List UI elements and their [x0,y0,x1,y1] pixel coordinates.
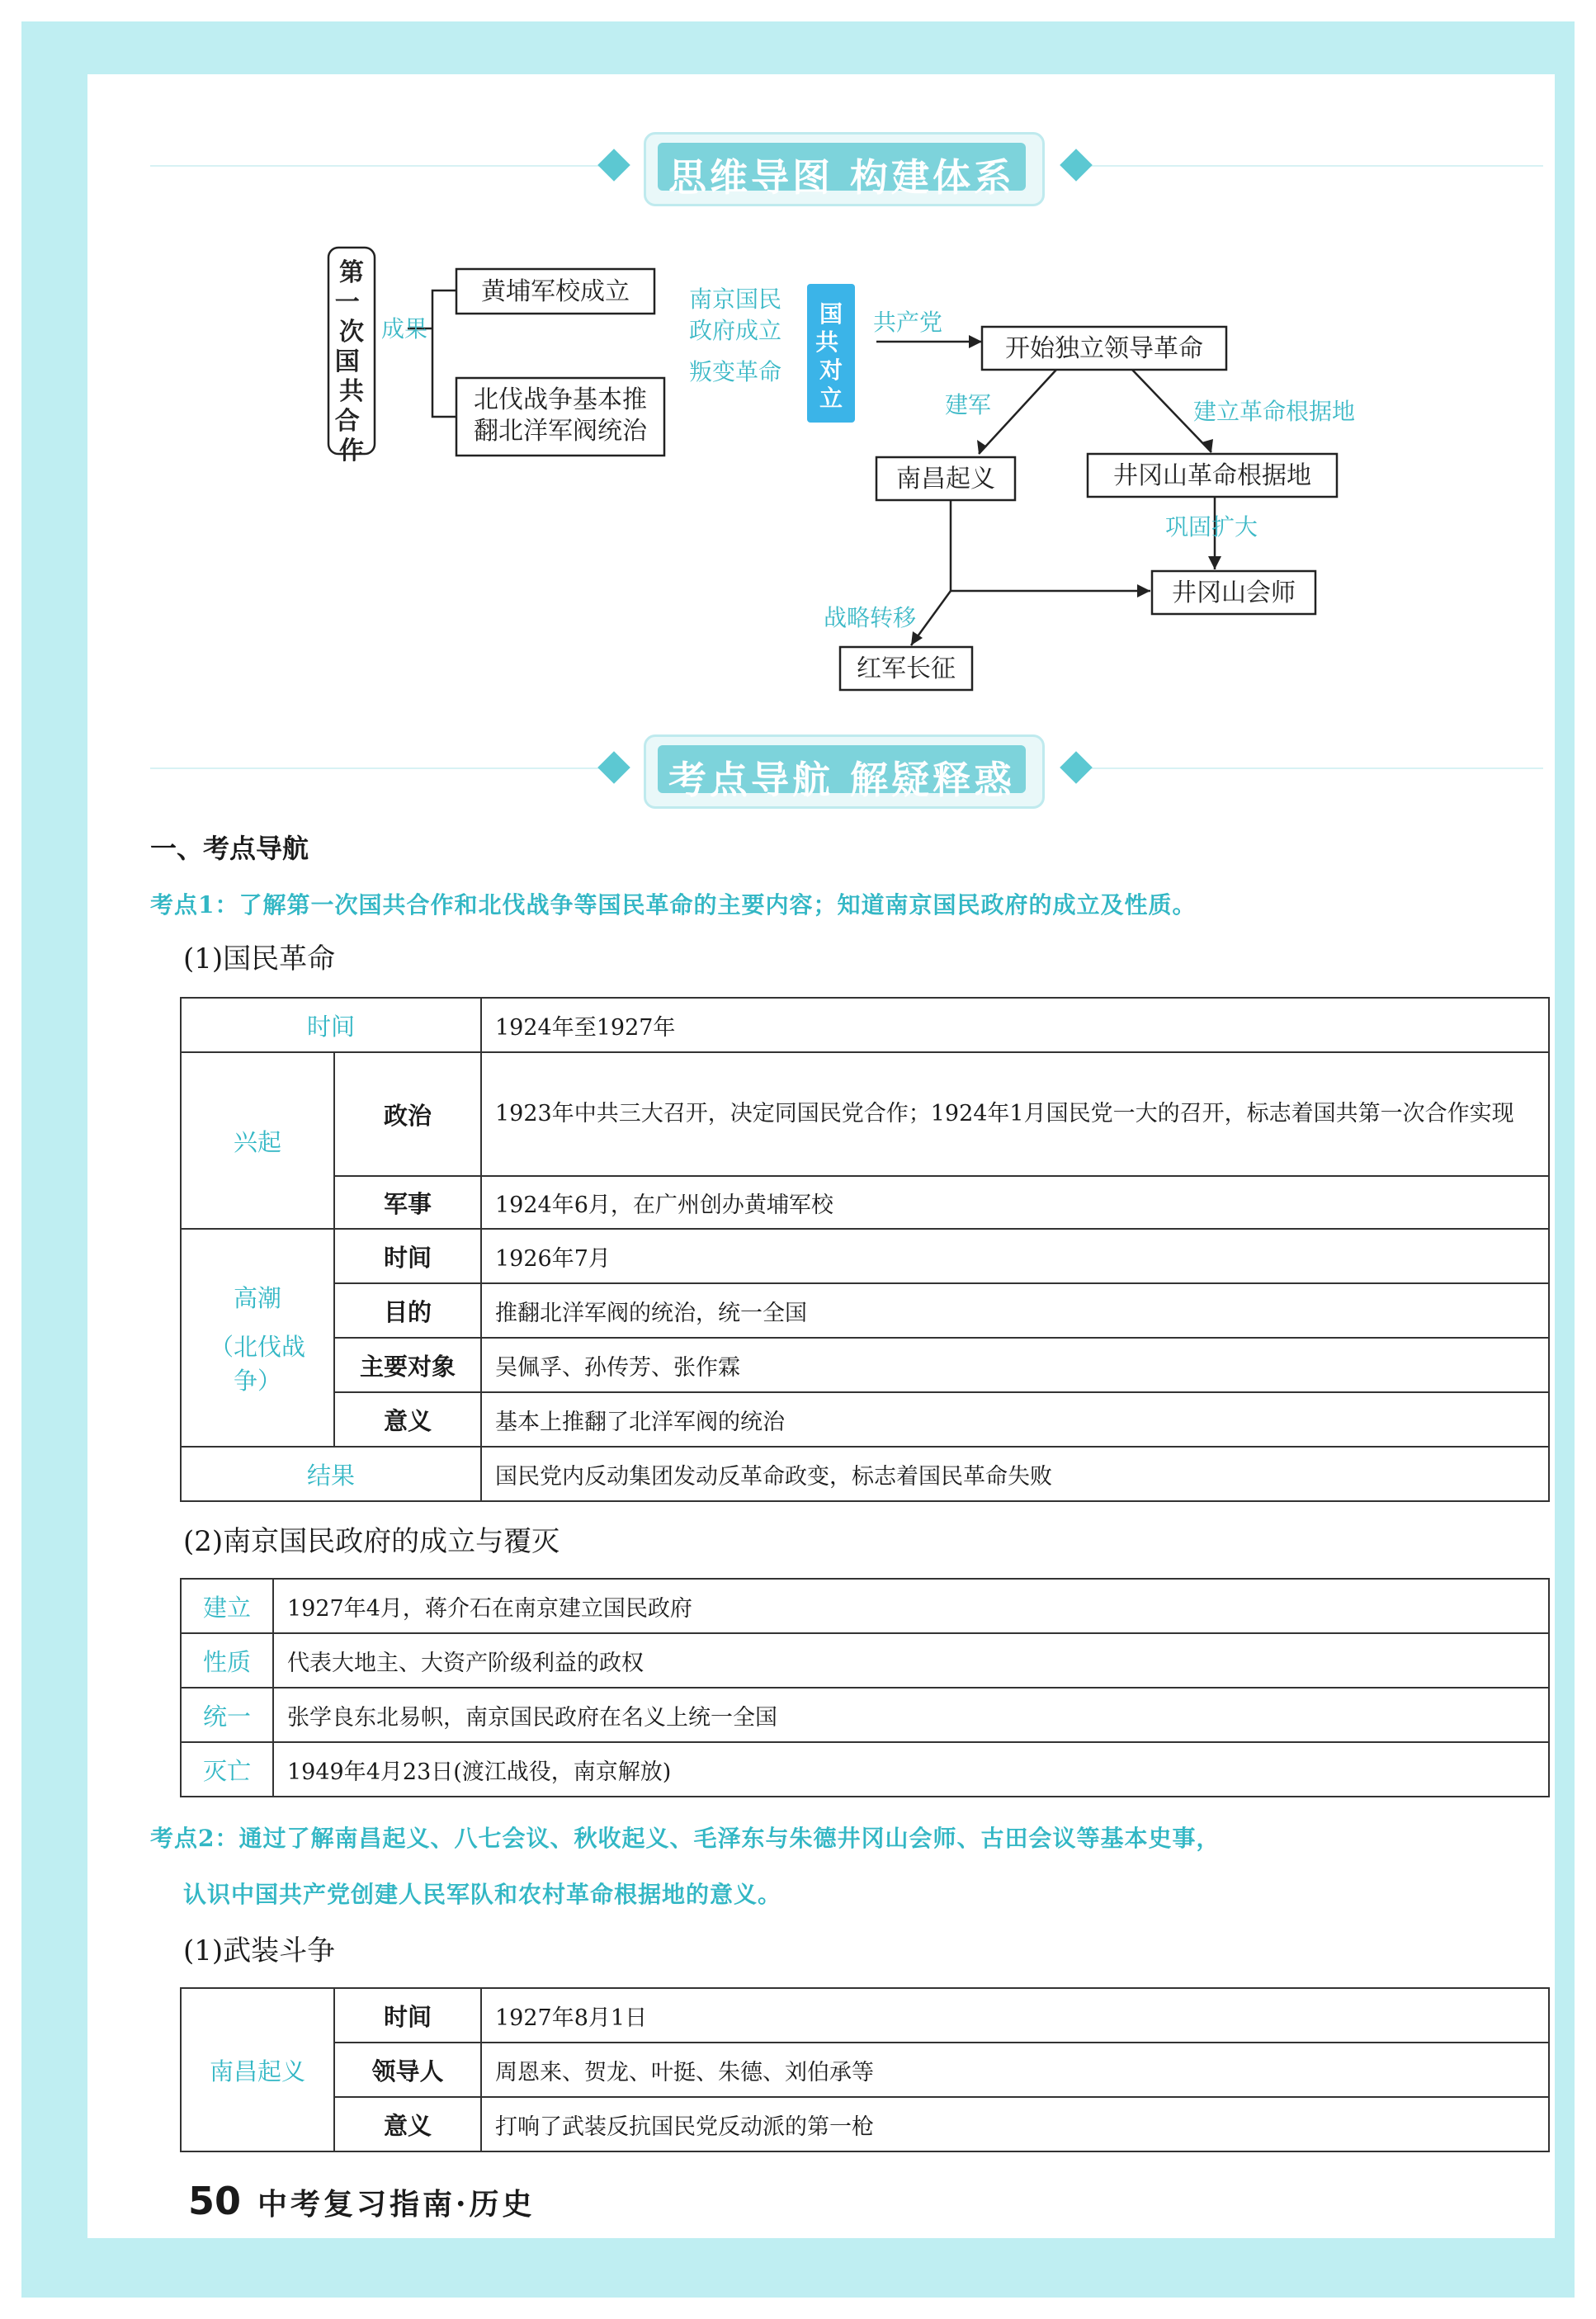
table-nanchang-uprising [180,1987,1550,2152]
node-coop: 第一 次国 共合 作 [334,258,364,465]
t2-label: 统一 [181,1688,273,1742]
value-goal: 推翻北洋军阀的统治，统一全国 [481,1283,1549,1338]
label-goal: 目的 [334,1283,481,1338]
label-politics: 政治 [334,1052,481,1176]
label-time2: 时间 [334,1229,481,1283]
page-number: 50 [188,2179,242,2223]
node-split: 国共 对立 [815,300,843,412]
t2-value: 1949年4月23日(渡江战役，南京解放) [273,1742,1549,1797]
guide-banner [0,728,1596,810]
book-title: 中考复习指南·历史 [257,2187,536,2222]
t3-label: 意义 [334,2097,481,2151]
edge-army: 建军 [945,391,992,418]
label-rise: 兴起 [181,1052,334,1229]
node-beifa-line1: 北伐战争基本推 [474,385,647,414]
table-nanjing-government [180,1578,1550,1797]
edge-nanjing-line1: 南京国民 [689,286,782,313]
edge-expand: 巩固扩大 [1165,513,1258,541]
t2-label: 建立 [181,1579,273,1633]
edge-transfer: 战略转移 [824,604,917,631]
node-changzheng: 红军长征 [857,654,956,683]
t2-value: 1927年4月，蒋介石在南京建立国民政府 [273,1579,1549,1633]
mindmap-diagram [0,0,1596,726]
value-politics: 1923年中共三大召开，决定同国民党合作；1924年1月国民党一大的召开，标志着国共第一次合作实现 [481,1052,1549,1176]
label-military: 军事 [334,1176,481,1229]
edge-nanjing-line2: 政府成立 [689,317,782,344]
kaodian-2-line1: 考点2：通过了解南昌起义、八七会议、秋收起义、毛泽东与朱德井冈山会师、古田会议等基本史事， [150,1825,1221,1852]
edge-base: 建立革命根据地 [1193,398,1356,425]
t3-value: 打响了武装反抗国民党反动派的第一枪 [481,2097,1549,2151]
t3-label: 时间 [334,1988,481,2043]
subheading-2: (2)南京国民政府的成立与覆灭 [183,1525,560,1558]
edge-cpc: 共产党 [873,309,943,336]
label-peak [181,1229,334,1447]
label-nanchang: 南昌起义 [181,1988,334,2151]
page-frame-bottom [21,2238,1575,2298]
t3-value: 周恩来、贺龙、叶挺、朱德、刘伯承等 [481,2043,1549,2097]
label-peak-line1: 高潮 [233,1283,281,1312]
value-result: 国民党内反动集团发动反革命政变，标志着国民革命失败 [481,1447,1549,1501]
node-beifa-line2: 翻北洋军阀统治 [474,417,647,446]
banner-title: 思维导图 构建体系 [668,155,1015,200]
node-huangpu: 黄埔军校成立 [481,277,630,306]
edge-result: 成果 [381,315,428,342]
t2-value: 张学良东北易帜，南京国民政府在名义上统一全国 [273,1688,1549,1742]
t2-value: 代表大地主、大资产阶级利益的政权 [273,1633,1549,1688]
node-huishi: 井冈山会师 [1172,579,1296,607]
value-meaning: 基本上推翻了北洋军阀的统治 [481,1392,1549,1447]
subheading-3: (1)武装斗争 [183,1934,336,1967]
table-national-revolution [180,997,1550,1502]
label-meaning: 意义 [334,1392,481,1447]
page-footer [188,2179,536,2223]
node-nanchang: 南昌起义 [896,465,995,494]
value-time2: 1926年7月 [481,1229,1549,1283]
t2-label: 性质 [181,1633,273,1688]
label-peak-line2: （北伐战争） [209,1332,305,1395]
t3-value: 1927年8月1日 [481,1988,1549,2043]
value-time: 1924年至1927年 [481,998,1549,1052]
value-military: 1924年6月，在广州创办黄埔军校 [481,1176,1549,1229]
value-target: 吴佩孚、孙传芳、张作霖 [481,1338,1549,1392]
node-jinggang: 井冈山革命根据地 [1113,461,1311,490]
t2-label: 灭亡 [181,1742,273,1797]
label-result: 结果 [181,1447,481,1501]
banner-title: 考点导航 解疑释惑 [668,758,1015,802]
kaodian-1: 考点1：了解第一次国共合作和北伐战争等国民革命的主要内容；知道南京国民政府的成立及性质。 [150,891,1197,919]
t3-label: 领导人 [334,2043,481,2097]
label-time: 时间 [181,998,481,1052]
node-lead: 开始独立领导革命 [1005,334,1203,363]
kaodian-2-line2: 认识中国共产党创建人民军队和农村革命根据地的意义。 [183,1881,782,1908]
subheading-1: (1)国民革命 [183,942,336,975]
label-target: 主要对象 [334,1338,481,1392]
edge-betray: 叛变革命 [689,358,782,385]
section-title: 一、考点导航 [150,833,309,864]
